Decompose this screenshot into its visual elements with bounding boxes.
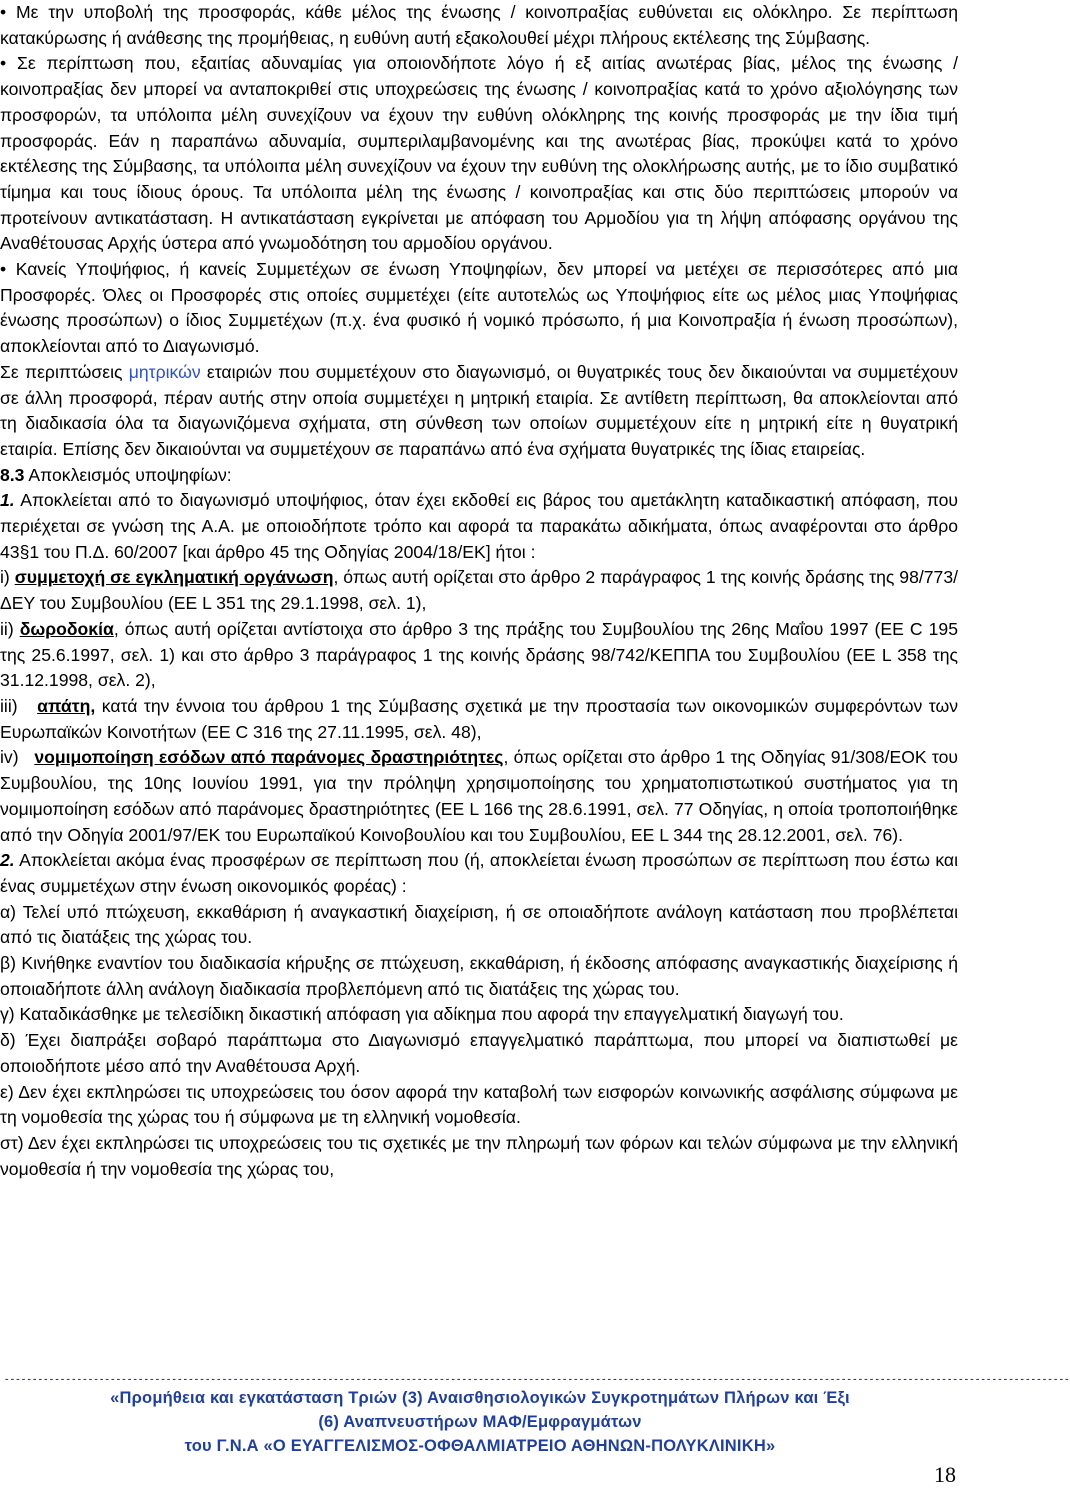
- offence-ii: ii) δωροδοκία, όπως αυτή ορίζεται αντίστοιχα στο άρθρο 3 της πράξης του Συμβουλίου της 26ης Μαΐου 1997 (ΕΕ C 195 της 25.6.1997, σελ. 1) και στο άρθρο 3 παράγραφος 1 της κοινής δράσης 98/742/ΚΕΠΠΑ του Συμβουλίου (ΕΕ L 358 της 31.12.1998, σελ. 2),: [0, 618, 958, 691]
- page-footer: [0, 1374, 1070, 1458]
- section-heading-8-3: [0, 463, 958, 489]
- bullet-joint-liability: • Με την υποβολή της προσφοράς, κάθε μέλος της ένωσης / κοινοπραξίας ευθύνεται εις ολόκληρο. Σε περίπτωση κατακύρωσης ή ανάθεσης της προμήθειας, η ευθύνη αυτή εξακολουθεί μέχρι πλήρους εκτέλεσης της Σύμβασης.: [0, 2, 958, 48]
- exclusion-item-2: 2. Αποκλείεται ακόμα ένας προσφέρων σε περίπτωση που (ή, αποκλείεται ένωση προσώπων σε περίπτωση που έστω και ένας συμμετέχων στην ένωση οικονομικός φορέας) :: [0, 850, 958, 896]
- clause-beta: β) Κινήθηκε εναντίον του διαδικασία κήρυξης σε πτώχευση, εκκαθάριση, ή έκδοσης απόφασης αναγκαστικής διαχείρισης ή οποιαδήποτε άλλη ανάλογη διαδικασία προβλεπόμενη από τις διατάξεις της χώρας του.: [0, 953, 958, 999]
- offence-term: νομιμοποίηση εσόδων από παράνομες δραστηριότητες: [34, 747, 504, 768]
- offence-term: δωροδοκία: [19, 618, 114, 639]
- clause-epsilon: ε) Δεν έχει εκπληρώσει τις υποχρεώσεις του όσον αφορά την καταβολή των εισφορών κοινωνικής ασφάλισης σύμφωνα με τη νομοθεσία της χώρας του ή σύμφωνα με τη ελληνική νομοθεσία.: [0, 1081, 958, 1128]
- offence-term: απάτη,: [37, 695, 96, 716]
- section-number: 8.3: [0, 464, 25, 485]
- parent-companies-link[interactable]: μητρικών: [128, 361, 201, 382]
- bullet-single-offer: • Κανείς Υποψήφιος, ή κανείς Συμμετέχων σε ένωση Υποψηφίων, δεν μπορεί να μετέχει σε περισσότερες από μια Προσφορές. Όλες οι Προσφορές στις οποίες συμμετέχει (είτε αυτοτελώς ως Υποψήφιος είτε ως μέλος μιας Υποψήφιας ένωσης προσώπων) ο ίδιος Συμμετέχων (π.χ. ένα φυσικό ή νομικό πρόσωπο, ή μια Κοινοπραξία ή ένωση προσώπων), αποκλείονται από το Διαγωνισμό.: [0, 259, 958, 357]
- clause-delta: δ) Έχει διαπράξει σοβαρό παράπτωμα στο Διαγωνισμό επαγγελματικό παράπτωμα, που μπορεί να διαπιστωθεί με οποιοδήποτε μέσο από την Αναθέτουσα Αρχή.: [0, 1030, 958, 1076]
- exclusion-item-1: 1. Αποκλείεται από το διαγωνισμό υποψήφιος, όταν έχει εκδοθεί εις βάρος του αμετάκλητη καταδικαστική απόφαση, που περιέχεται σε γνώση της Α.Α. με οποιοδήποτε τρόπο και αφορά τα παρακάτω αδικήματα, όπως αναφέρονται στο άρθρο 43§1 του Π.Δ. 60/2007 [και άρθρο 45 της Οδηγίας 2004/18/ΕΚ] ήτοι :: [0, 490, 958, 562]
- offence-i: i) συμμετοχή σε εγκληματική οργάνωση, όπως αυτή ορίζεται στο άρθρο 2 παράγραφος 1 της κοινής δράσης της 98/773/ΔΕΥ του Συμβουλίου (ΕΕ L 351 της 29.1.1998, σελ. 1),: [0, 567, 959, 614]
- clause-gamma: γ) Καταδικάσθηκε με τελεσίδικη δικαστική απόφαση για αδίκημα που αφορά την επαγγελματική διαγωγή του.: [0, 1004, 844, 1025]
- footer-title-line-3: του Γ.Ν.Α «Ο ΕΥΑΓΓΕΛΙΣΜΟΣ-ΟΦΘΑΛΜΙΑΤΡΕΙΟ ΑΘΗΝΩΝ-ΠΟΛΥΚΛΙΝΙΚΗ»: [184, 1437, 776, 1455]
- item-number: 2.: [0, 850, 15, 871]
- footer-divider: -----------------------------------------------------------------------------------------------------------------------------------------------------------------------------------------------: [4, 1374, 1070, 1385]
- section-title: Αποκλεισμός υποψηφίων:: [24, 464, 232, 485]
- offence-iv: iv) νομιμοποίηση εσόδων από παράνομες δραστηριότητες, όπως ορίζεται στο άρθρο 1 της Οδηγίας 91/308/ΕΟΚ του Συμβουλίου, της 10ης Ιουνίου 1991, για την πρόληψη χρησιμοποίησης του χρηματοπιστωτικού συστήματος για τη νομιμοποίηση εσόδων από παράνομες δραστηριότητες (ΕΕ L 166 της 28.6.1991, σελ. 77 Οδηγίας, η οποία τροποποιήθηκε από την Οδηγία 2001/97/ΕΚ του Ευρωπαϊκού Κοινοβουλίου και του Συμβουλίου, ΕΕ L 344 της 28.12.2001, σελ. 76).: [0, 747, 958, 845]
- page-number: 18: [934, 1462, 956, 1487]
- offence-iii: iii) απάτη, κατά την έννοια του άρθρου 1 της Σύμβασης σχετικά με την προστασία των οικονομικών συμφερόντων των Ευρωπαϊκών Κοινοτήτων (ΕΕ C 316 της 27.11.1995, σελ. 48),: [0, 695, 963, 742]
- offence-term: συμμετοχή σε εγκληματική οργάνωση: [14, 567, 334, 588]
- bullet-member-incapacity: • Σε περίπτωση που, εξαιτίας αδυναμίας για οποιονδήποτε λόγο ή εξ αιτίας ανωτέρας βίας, μέλος της ένωσης / κοινοπραξίας δεν μπορεί να ανταποκριθεί στις υποχρεώσεις της ένωσης / κοινοπραξίας κατά το χρόνο αξιολόγησης των προσφορών, τα υπόλοιπα μέλη συνεχίζουν να έχουν την ευθύνη ολόκληρης της κοινής προσφοράς με την ίδια τιμή προσφοράς. Εάν η παραπάνω αδυναμία, συμπεριλαμβανομένης και της ανωτέρας βίας, προκύψει κατά το χρόνο εκτέλεσης της Σύμβασης, τα υπόλοιπα μέλη συνεχίζουν να έχουν την ευθύνη της ολοκλήρωσης αυτής, με το ίδιο συμβατικό τίμημα και τους ίδιους όρους. Τα υπόλοιπα μέλη της ένωσης / κοινοπραξίας και στις δύο περιπτώσεις μπορούν να προτείνουν αντικατάσταση. Η αντικατάσταση εγκρίνεται με απόφαση του Αρμοδίου για τη λήψη απόφασης οργάνου της Αναθέτουσας Αρχής ύστερα από γνωμοδότηση του αρμοδίου οργάνου.: [0, 53, 958, 254]
- footer-title-line-1: «Προμήθεια και εγκατάσταση Τριών (3) Αναισθησιολογικών Συγκροτημάτων Πλήρων και Έξι: [110, 1389, 850, 1407]
- footer-title-line-2: (6) Αναπνευστήρων ΜΑΦ/Εμφραγμάτων: [318, 1413, 642, 1431]
- paragraph-parent-companies: Σε περιπτώσεις μητρικών εταιριών που συμμετέχουν στο διαγωνισμό, οι θυγατρικές τους δεν δικαιούνται να συμμετέχουν σε άλλη προσφορά, πέραν αυτής στην οποία συμμετέχει η μητρική εταιρία. Σε αντίθετη περίπτωση, θα αποκλείονται από τη διαδικασία όλα τα διαγωνιζόμενα σχήματα, στη σύνθεση των οποίων συμμετέχουν είτε η μητρική είτε η θυγατρική εταιρία. Επίσης δεν δικαιούνται να συμμετέχουν σε παραπάνω από ένα σχήματα θυγατρικές της ίδιας εταιρείας.: [0, 361, 958, 459]
- clause-alpha: α) Τελεί υπό πτώχευση, εκκαθάριση ή αναγκαστική διαχείριση, ή σε οποιαδήποτε ανάλογη κατάσταση που προβλέπεται από τις διατάξεις της χώρας του.: [0, 901, 958, 948]
- item-number: 1.: [0, 490, 15, 511]
- clause-stigma: στ) Δεν έχει εκπληρώσει τις υποχρεώσεις του τις σχετικές με την πληρωμή των φόρων και τελών σύμφωνα με την ελληνική νομοθεσία ή την νομοθεσία της χώρας του,: [0, 1132, 958, 1179]
